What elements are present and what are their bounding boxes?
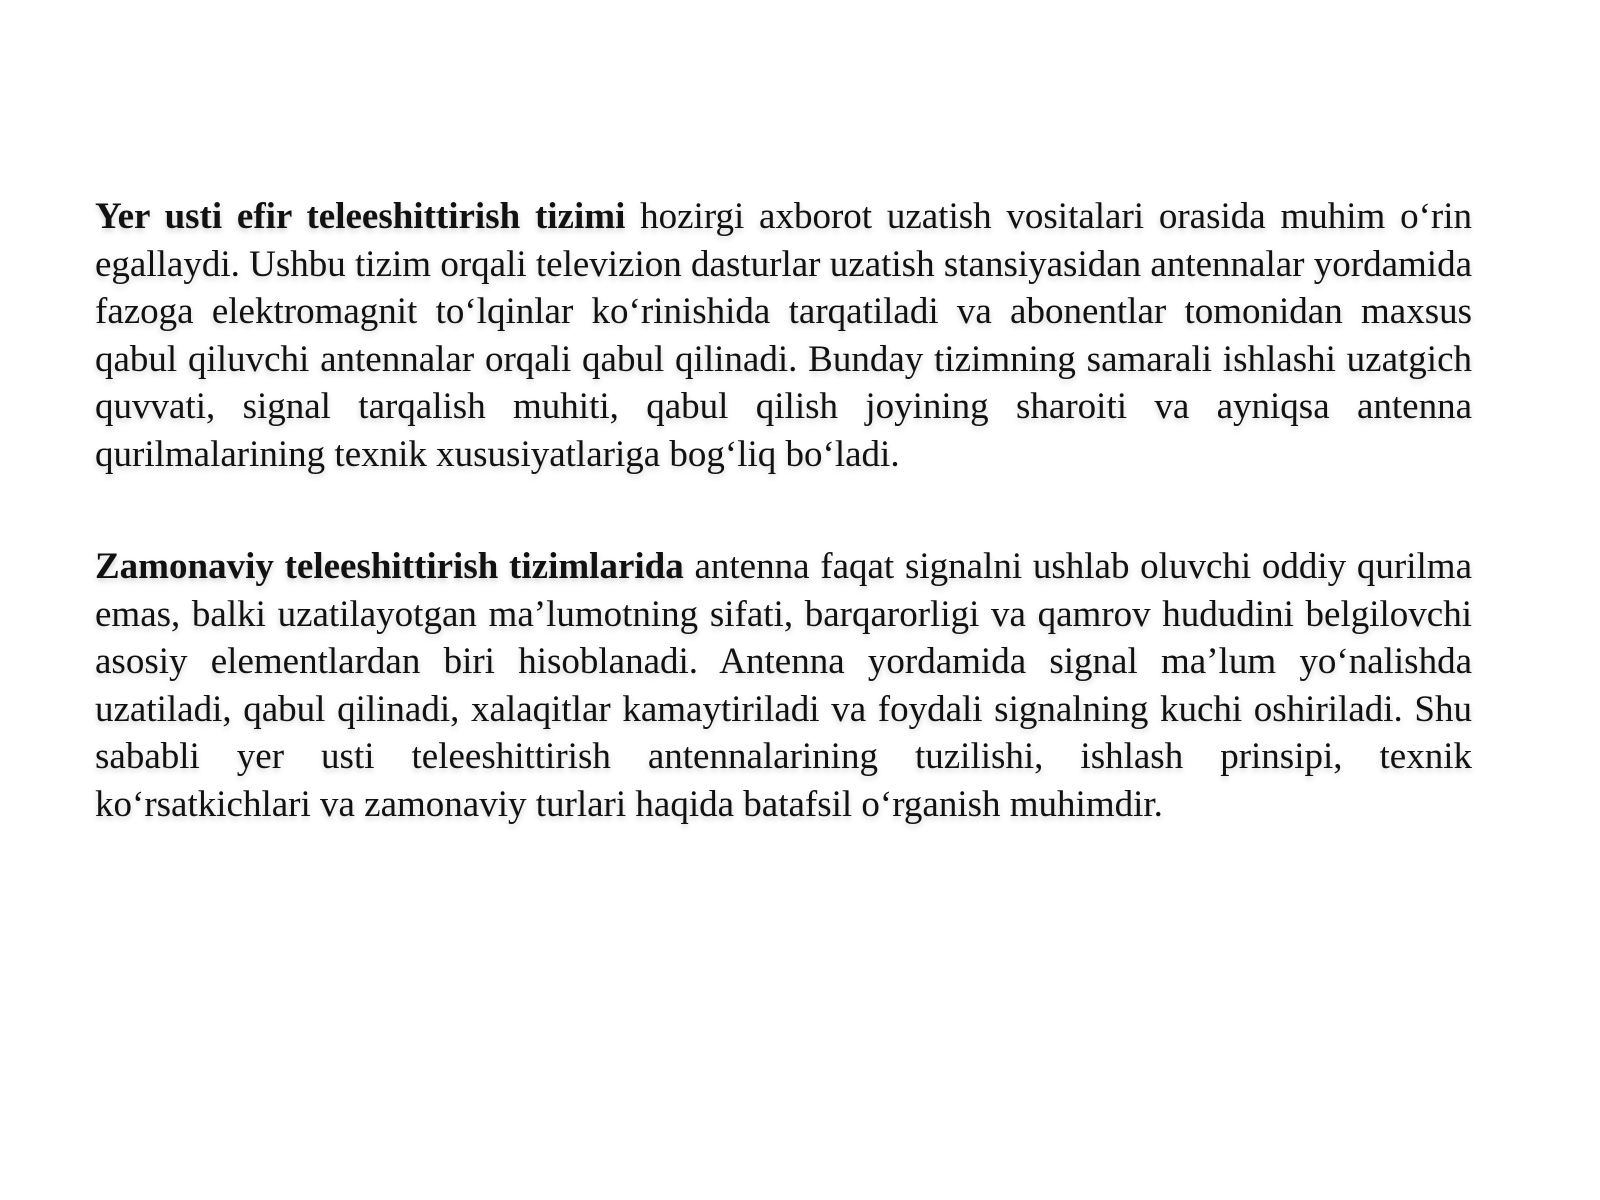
paragraph-text: hozirgi axborot uzatish vositalari orasida muhim o‘rin egallaydi. Ushbu tizim orqali televizion dasturlar uzatish stansiyasidan antennalar yordamida fazoga elektromagnit to‘lqinlar ko‘rinishida tarqatiladi va abonentlar tomonidan maxsus qabul qiluvchi antennalar orqali qabul qilinadi. Bunday tizimning samarali ishlashi uzatgich quvvati, signal tarqalish muhiti, qabul qilish joyining sharoiti va ayniqsa antenna qurilmalarining texnik xususiyatlariga bog‘liq bo‘ladi. [95,196,1472,475]
paragraph-modern-systems [95,543,1472,828]
paragraph-text: antenna faqat signalni ushlab oluvchi oddiy qurilma emas, balki uzatilayotgan ma’lumotning sifati, barqarorligi va qamrov hududini belgilovchi asosiy elementlardan biri hisoblanadi. Antenna yordamida signal ma’lum yo‘nalishda uzatiladi, qabul qilinadi, xalaqitlar kamaytiriladi va foydali signalning kuchi oshiriladi. Shu sababli yer usti teleeshittirish antennalarining tuzilishi, ishlash prinsipi, texnik ko‘rsatkichlari va zamonaviy turlari haqida batafsil o‘rganish muhimdir. [95,546,1472,825]
paragraph-terrestrial-broadcasting [95,193,1472,478]
paragraph-lead-term: Yer usti efir teleeshittirish tizimi [95,196,626,237]
document-body [95,193,1472,893]
paragraph-lead-term: Zamonaviy teleeshittirish tizimlarida [95,546,684,587]
